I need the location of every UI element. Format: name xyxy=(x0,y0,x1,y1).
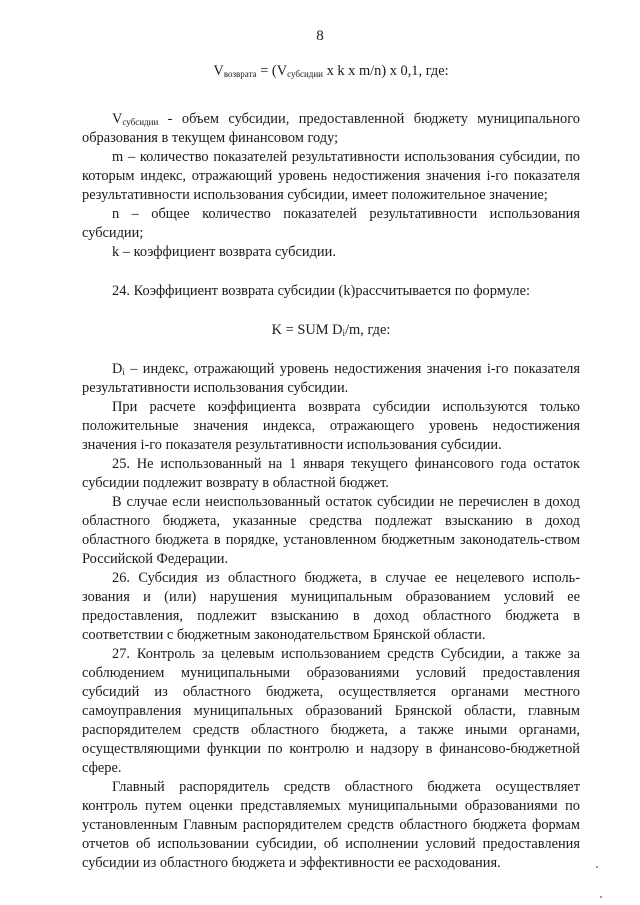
formula2-prefix: K = SUM D xyxy=(271,322,343,338)
paragraph-unused-balance: В случае если неиспользованный остаток субсидии не перечислен в доход областного бюджета, указанные средства подлежат взысканию в доход областного бюджета в порядке, установленном бюджетным законодатель-ством Российской Федерации. xyxy=(82,494,580,567)
return-coefficient-formula xyxy=(82,321,580,340)
def-v-symbol: V xyxy=(112,111,123,127)
definition-m: m – количество показателей результативности использования субсидии, по которым индекс, отражающий уровень недостижения значения i-го показателя результативности использования субсидии, имеет положительное значение; xyxy=(82,149,580,203)
definition-v-subsidy xyxy=(82,110,580,148)
document-body xyxy=(82,62,580,873)
def-d-text: – индекс, отражающий уровень недостижения значения i-го показателя результативности использования субсидии. xyxy=(82,361,580,396)
def-v-text: - объем субсидии, предоставленной бюджету муниципального образования в текущем финансовом году; xyxy=(82,111,580,146)
page-number: 8 xyxy=(316,28,324,44)
item-26: 26. Субсидия из областного бюджета, в случае ее нецелевого исполь-зования и (или) нарушения муниципальным образованием условий ее предоставления, подлежит взысканию в доход областного бюджета в соответствии с бюджетным законодательством Брянской области. xyxy=(82,570,580,643)
paragraph-control: Главный распорядитель средств областного бюджета осуществляет контроль путем оценки представляемых муниципальными образованиями по установленным Главным распорядителем средств областного бюджета формам отчетов об использовании субсидии, об исполнении условий предоставления субсидии из областного бюджета и эффективности ее расходования. xyxy=(82,779,580,871)
scan-speck xyxy=(596,866,598,868)
formula2-subscript: i xyxy=(342,328,346,338)
formula-lhs: V xyxy=(213,63,224,79)
item-27: 27. Контроль за целевым использованием средств Субсидии, а также за соблюдением муниципальными образованиями условий предоставления субсидий из областного бюджета, осуществляется органами местного самоуправления муниципальных образований Брянской области, главным распорядителем средств областного бюджета, а также иными органами, осуществляющими функции по контролю и надзору в финансово-бюджетной сфере. xyxy=(82,646,580,776)
formula-subsidy-subscript: субсидии xyxy=(287,69,323,79)
paragraph-positive-values: При расчете коэффициента возврата субсидии используются только положительные значения индекса, отражающего уровень недостижения значения i-го показателя результативности использования субсидии. xyxy=(82,399,580,453)
definition-k: k – коэффициент возврата субсидии. xyxy=(112,244,336,260)
def-d-subscript: i xyxy=(122,367,125,377)
formula-eq-open: = (V xyxy=(256,63,288,79)
scan-speck xyxy=(600,896,602,898)
formula-rest: x k x m/n) x 0,1, где: xyxy=(322,63,449,79)
formula2-suffix: /m, где: xyxy=(345,322,391,338)
def-d-symbol: D xyxy=(112,361,123,377)
item-24: 24. Коэффициент возврата субсидии (k)рассчитывается по формуле: xyxy=(112,283,530,299)
definition-n: n – общее количество показателей результативности использования субсидии; xyxy=(82,206,580,241)
refund-volume-formula xyxy=(82,62,580,81)
item-25: 25. Не использованный на 1 января текущего финансового года остаток субсидии подлежит возврату в областной бюджет. xyxy=(82,456,580,491)
def-v-subscript: субсидии xyxy=(122,117,159,127)
formula-lhs-subscript: возврата xyxy=(223,69,257,79)
definition-d-index xyxy=(82,360,580,398)
